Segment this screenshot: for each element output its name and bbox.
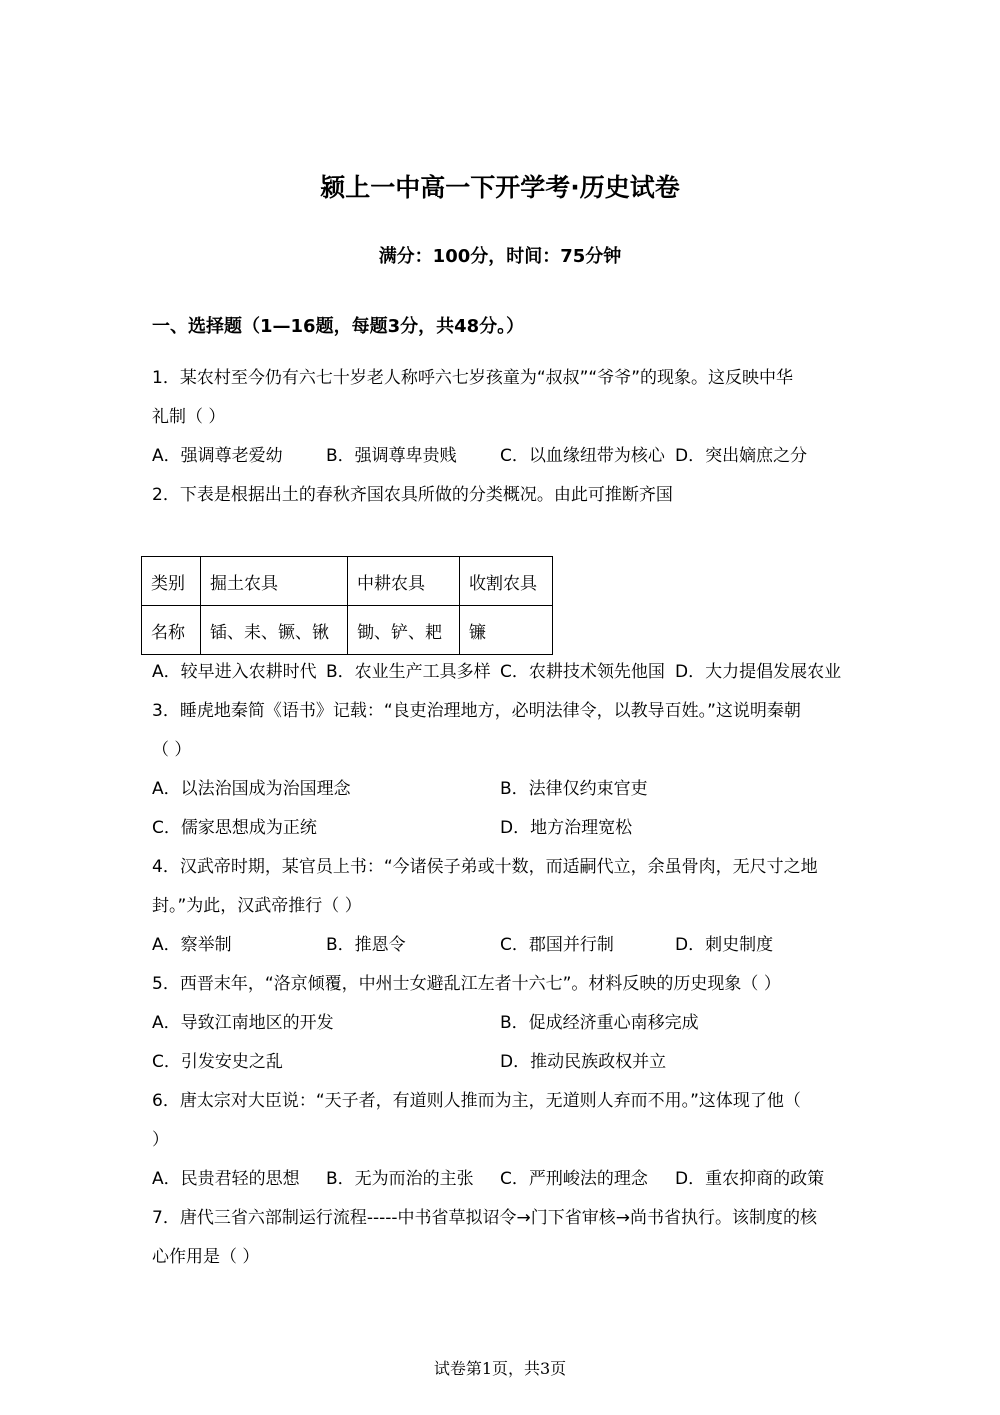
table-cell: 收割农具 (460, 557, 553, 606)
exam-subtitle: 满分：100分，时间：75分钟 (378, 246, 622, 267)
question-6-stem-line-1: 6．唐太宗对大臣说：“天子者，有道则人推而为主，无道则人弃而不用。”这体现了他（ (152, 1091, 801, 1111)
table-cell: 中耕农具 (348, 557, 460, 606)
section-heading: 一、选择题（1—16题，每题3分，共48分。） (152, 316, 525, 337)
question-5-option-a: A．导致江南地区的开发 (152, 1013, 334, 1033)
table-cell: 锄、铲、耙 (348, 606, 460, 655)
question-1-option-c: C．以血缘纽带为核心 (500, 446, 665, 466)
page-footer: 试卷第1页，共3页 (433, 1359, 567, 1378)
question-1-option-d: D．突出嫡庶之分 (675, 446, 808, 466)
question-6-stem-line-2: ） (152, 1130, 169, 1150)
table-row (142, 557, 553, 606)
question-7-stem-line-2: 心作用是（ ） (152, 1247, 260, 1267)
table-cell: 锸、耒、镢、锹 (201, 606, 348, 655)
question-5-option-c: C．引发安史之乱 (152, 1052, 283, 1072)
question-3-option-b: B．法律仅约束官吏 (500, 779, 648, 799)
question-5-option-d: D．推动民族政权并立 (500, 1052, 667, 1072)
question-2-stem-line-1: 2．下表是根据出土的春秋齐国农具所做的分类概况。由此可推断齐国 (152, 485, 673, 505)
table-cell: 镰 (460, 606, 553, 655)
question-4-option-a: A．察举制 (152, 935, 232, 955)
question-1-option-b: B．强调尊卑贵贱 (326, 446, 457, 466)
question-1-option-a: A．强调尊老爱幼 (152, 446, 283, 466)
exam-title: 颍上一中高一下开学考·历史试卷 (320, 173, 680, 202)
question-6-option-d: D．重农抑商的政策 (675, 1169, 825, 1189)
table-cell: 名称 (142, 606, 201, 655)
question-6-option-c: C．严刑峻法的理念 (500, 1169, 648, 1189)
question-4-option-b: B．推恩令 (326, 935, 406, 955)
question-4-option-c: C．郡国并行制 (500, 935, 614, 955)
farm-tools-table (141, 556, 553, 655)
question-2-option-b: B．农业生产工具多样 (326, 662, 491, 682)
question-4-stem-line-1: 4．汉武帝时期，某官员上书：“今诸侯子弟或十数，而适嗣代立，余虽骨肉，无尺寸之地 (152, 857, 818, 877)
question-3-option-c: C．儒家思想成为正统 (152, 818, 317, 838)
question-3-option-d: D．地方治理宽松 (500, 818, 633, 838)
question-1-stem-line-2: 礼制（ ） (152, 407, 226, 427)
question-7-stem-line-1: 7．唐代三省六部制运行流程-----中书省草拟诏令→门下省审核→尚书省执行。该制度的核 (152, 1208, 817, 1228)
question-4-option-d: D．刺史制度 (675, 935, 774, 955)
table-cell: 类别 (142, 557, 201, 606)
question-4-stem-line-2: 封。”为此，汉武帝推行（ ） (152, 896, 362, 916)
question-2-option-a: A．较早进入农耕时代 (152, 662, 317, 682)
table-row (142, 606, 553, 655)
question-3-stem-line-1: 3．睡虎地秦简《语书》记载：“良吏治理地方，必明法律令，以教导百姓。”这说明秦朝 (152, 701, 801, 721)
question-1-stem-line-1: 1．某农村至今仍有六七十岁老人称呼六七岁孩童为“叔叔”“爷爷”的现象。这反映中华 (152, 368, 794, 388)
question-3-stem-line-2: （ ） (152, 740, 192, 760)
question-5-stem-line-1: 5．西晋末年，“洛京倾覆，中州士女避乱江左者十六七”。材料反映的历史现象（ ） (152, 974, 781, 994)
question-2-option-c: C．农耕技术领先他国 (500, 662, 665, 682)
question-6-option-b: B．无为而治的主张 (326, 1169, 474, 1189)
question-6-option-a: A．民贵君轻的思想 (152, 1169, 300, 1189)
question-2-option-d: D．大力提倡发展农业 (675, 662, 842, 682)
question-3-option-a: A．以法治国成为治国理念 (152, 779, 351, 799)
table-cell: 掘土农具 (201, 557, 348, 606)
question-5-option-b: B．促成经济重心南移完成 (500, 1013, 699, 1033)
